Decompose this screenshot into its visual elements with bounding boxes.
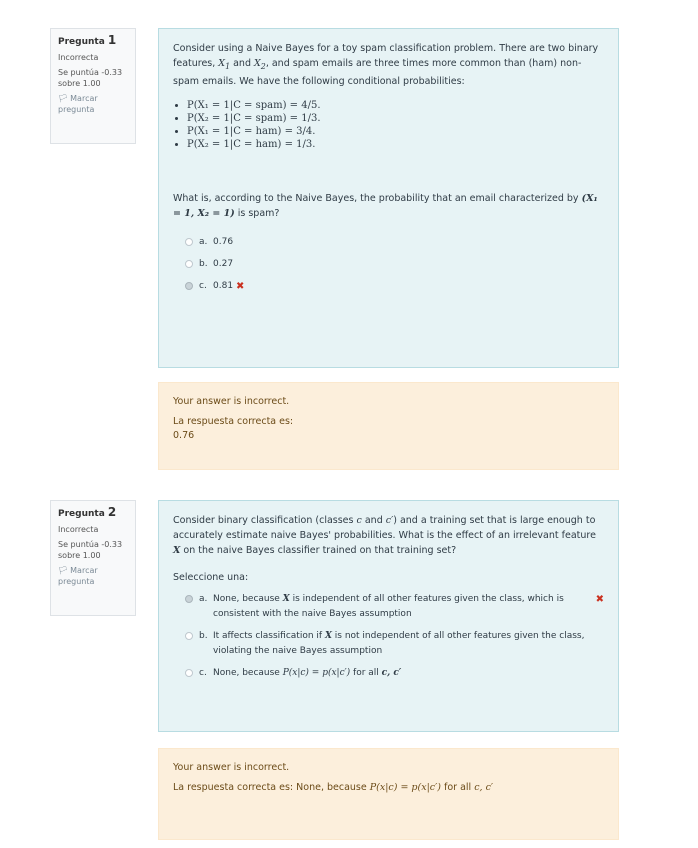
- question-prompt: What is, according to the Naive Bayes, the probability that an email characterized by (X₁ = 1, X₂ = 1) is spam?: [173, 192, 598, 219]
- question-grade: Se puntúa -0.33 sobre 1.00: [58, 68, 123, 88]
- answer-options: [173, 592, 604, 681]
- question-number: Pregunta 1: [58, 33, 117, 47]
- probability-list: [173, 99, 604, 151]
- list-item: • P(X₁ = 1|C = ham) = 3/4.: [187, 125, 604, 138]
- radio-button-selected[interactable]: [185, 282, 193, 290]
- question-2-formulation: [158, 500, 619, 732]
- correct-answer-label: La respuesta correcta es:: [173, 416, 294, 427]
- answer-option-a[interactable]: a. 0.76: [173, 235, 604, 250]
- flag-question-link[interactable]: 🏳 Marcar pregunta: [58, 566, 98, 586]
- incorrect-icon: ✖: [595, 594, 604, 605]
- correct-answer-value: 0.76: [173, 430, 195, 441]
- question-state: Incorrecta: [58, 525, 99, 534]
- list-item: • P(X₁ = 1|C = spam) = 4/5.: [187, 99, 604, 112]
- radio-button[interactable]: [185, 632, 193, 640]
- question-state: Incorrecta: [58, 53, 99, 62]
- radio-button-selected[interactable]: [185, 595, 193, 603]
- question-text: Consider binary classification (classes c and c′) and a training set that is large enough to accurately estimate naive Bayes' probabilities. What is the effect of an irrelevant feature X on the naive Bayes classifier trained on that training set?: [173, 515, 596, 556]
- answer-option-b[interactable]: b. 0.27: [173, 257, 604, 272]
- question-2-feedback: [158, 748, 619, 840]
- answer-option-a[interactable]: a. None, because X is independent of all other features given the class, which is consistent with the naive Bayes assumption ✖: [173, 592, 604, 622]
- question-1-feedback: [158, 382, 619, 470]
- answer-option-b[interactable]: b. It affects classification if X is not independent of all other features given the class, violating the naive Bayes assumption: [173, 629, 604, 659]
- incorrect-icon: ✖: [236, 280, 245, 292]
- answer-option-c[interactable]: c. 0.81 ✖: [173, 279, 604, 294]
- radio-button[interactable]: [185, 669, 193, 677]
- question-number: Pregunta 2: [58, 505, 117, 519]
- question-1-formulation: [158, 28, 619, 368]
- radio-button[interactable]: [185, 238, 193, 246]
- feedback-status: Your answer is incorrect.: [173, 396, 290, 407]
- flag-icon: 🏳: [58, 566, 69, 575]
- answer-option-c[interactable]: c. None, because P(x|c) = p(x|c′) for all c, c′: [173, 666, 604, 681]
- question-text: Consider using a Naive Bayes for a toy spam classification problem. There are two binary features, $X_1$ and $X_2$, and spam emails are three times more common than (ham) non-spam emails. We have the following conditional probabilities:: [173, 43, 599, 87]
- flag-icon: 🏳: [58, 94, 69, 103]
- radio-button[interactable]: [185, 260, 193, 268]
- list-item: • P(X₂ = 1|C = ham) = 1/3.: [187, 138, 604, 151]
- list-item: • P(X₂ = 1|C = spam) = 1/3.: [187, 112, 604, 125]
- question-2-info: [50, 500, 136, 616]
- flag-question-link[interactable]: 🏳 Marcar pregunta: [58, 94, 98, 114]
- answer-options: [173, 235, 604, 294]
- question-1-info: [50, 28, 136, 144]
- correct-answer: La respuesta correcta es: None, because P(x|c) = p(x|c′) for all c, c′: [173, 782, 494, 793]
- select-label: Seleccione una:: [173, 572, 249, 583]
- feedback-status: Your answer is incorrect.: [173, 762, 290, 773]
- question-grade: Se puntúa -0.33 sobre 1.00: [58, 540, 123, 560]
